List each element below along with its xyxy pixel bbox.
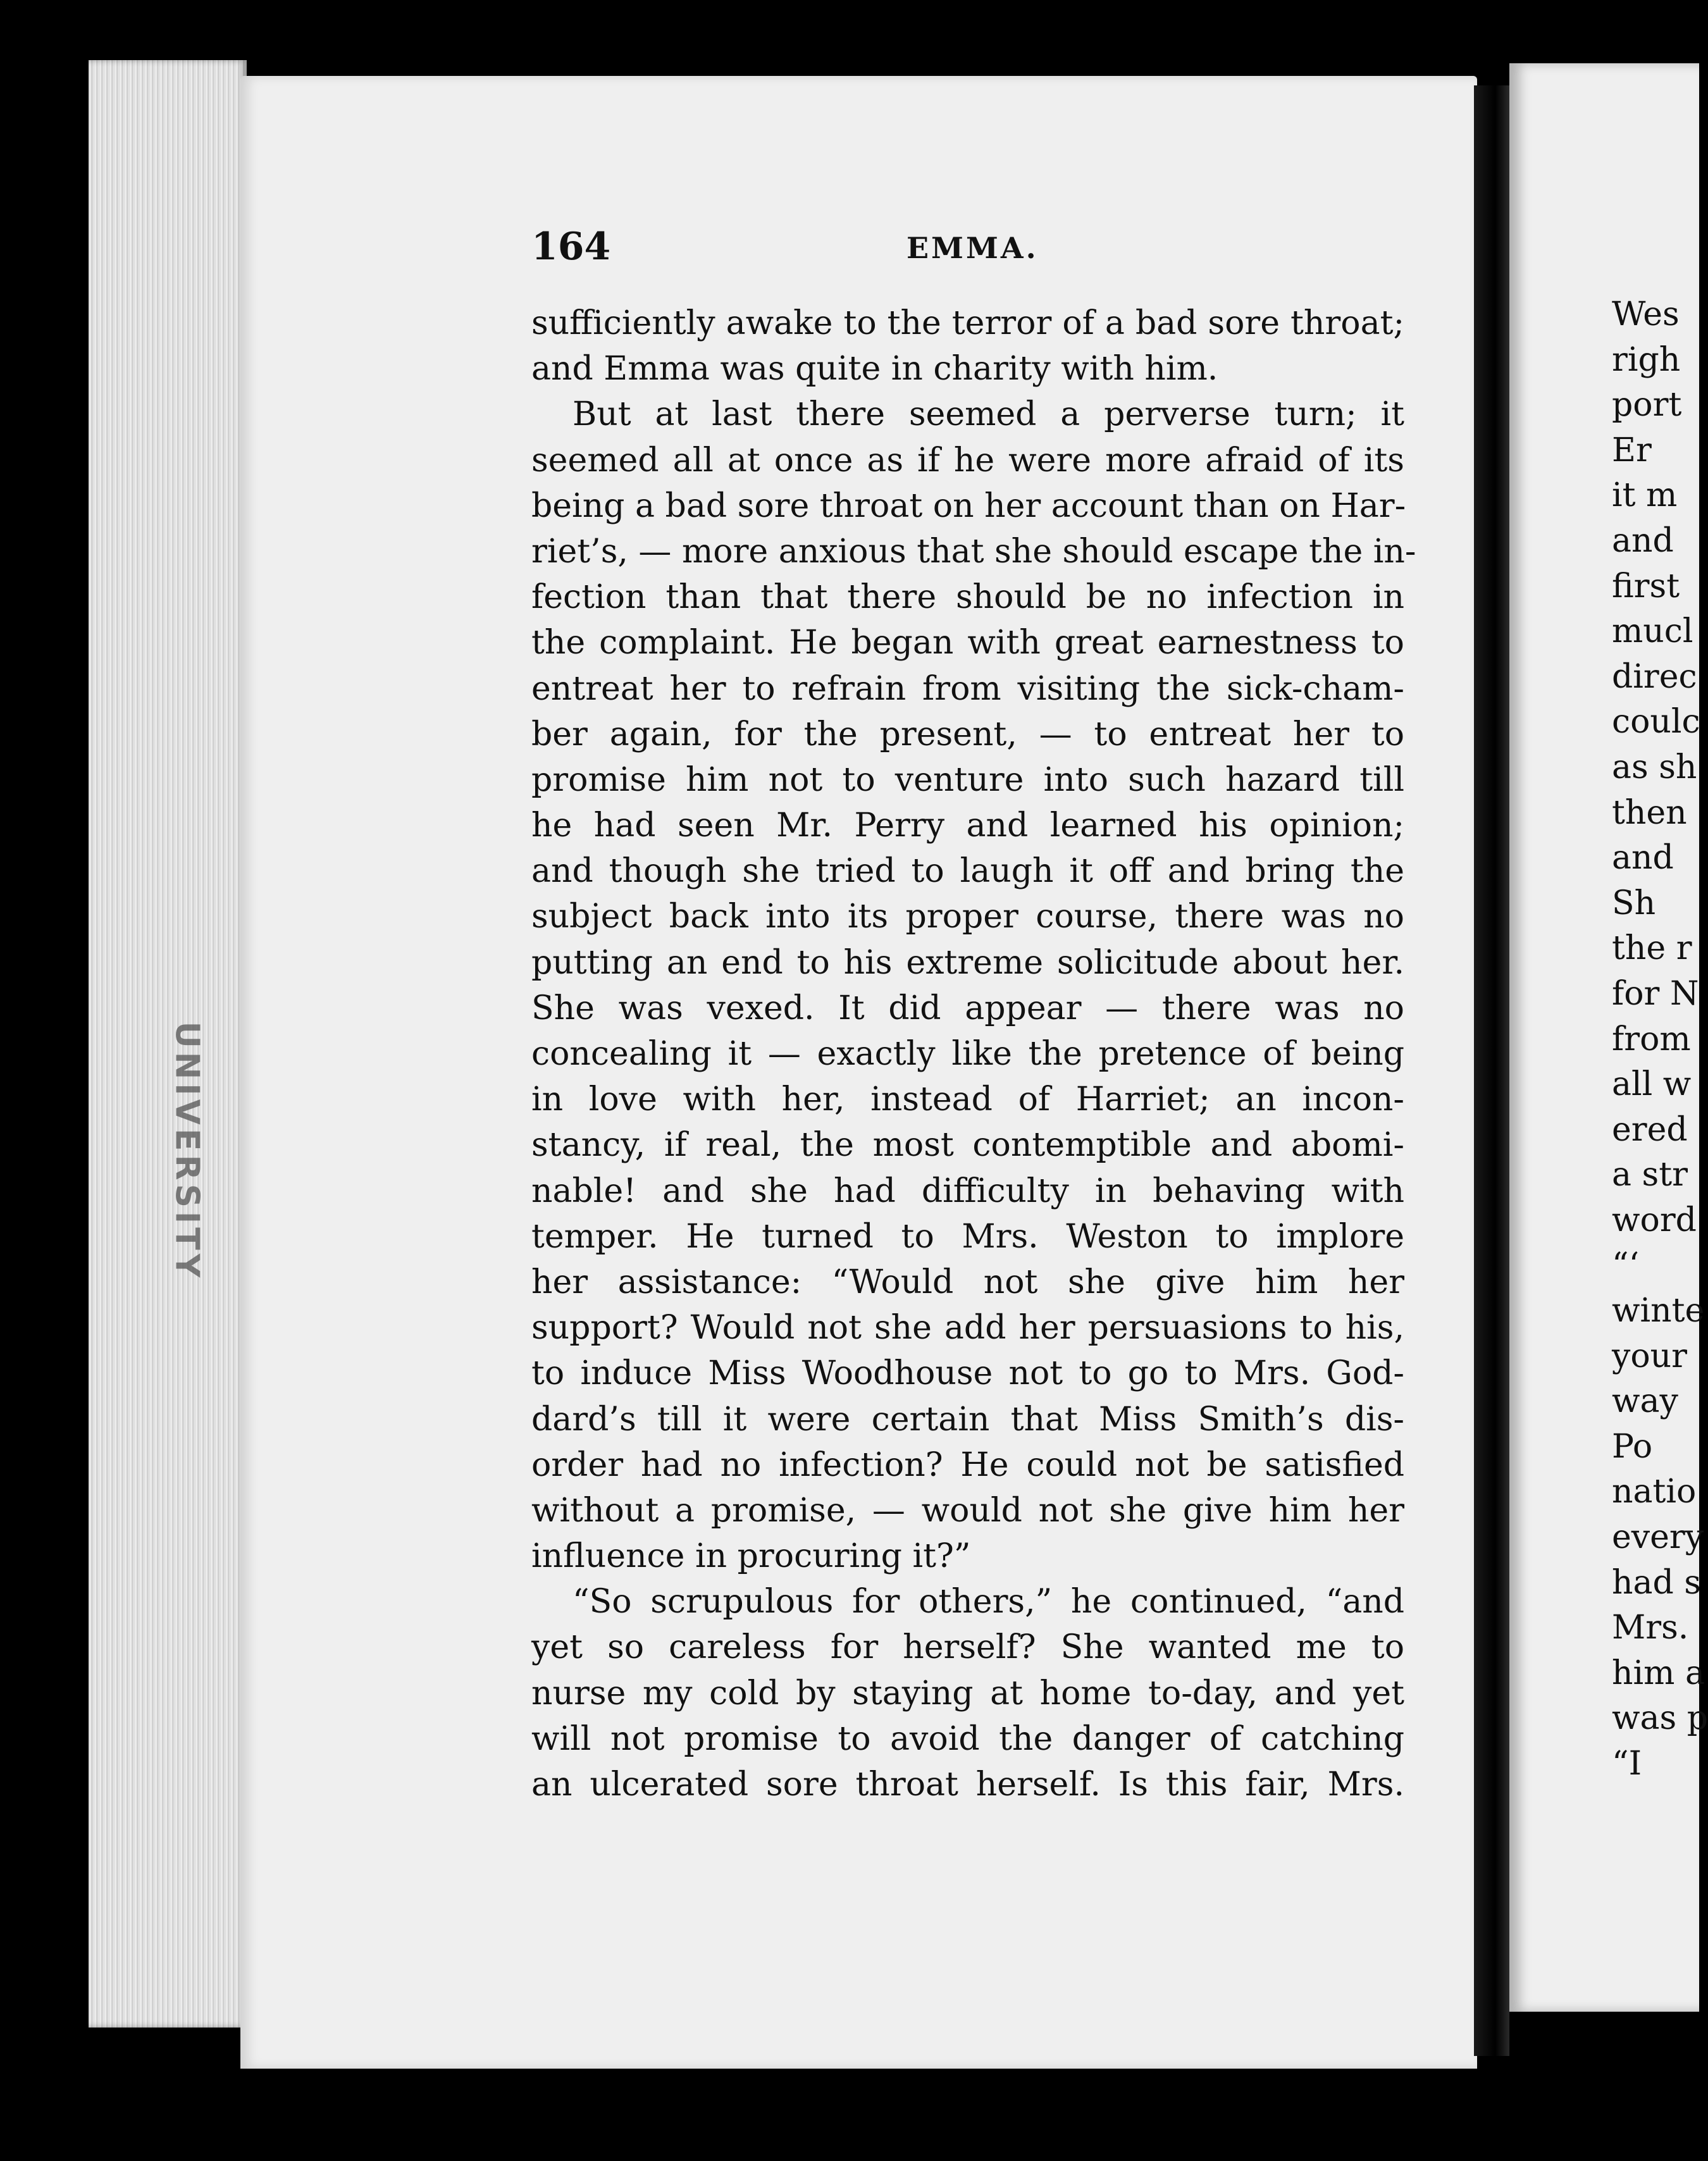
text-line: an ulcerated sore throat herself. Is this fair, Mrs. — [531, 1766, 1404, 1804]
text-line: and though she tried to laugh it off and bring the — [531, 852, 1404, 891]
text-line: But at last there seemed a perverse turn; it — [572, 395, 1404, 434]
text-line: being a bad sore throat on her account than on Har- — [531, 486, 1406, 525]
facing-text-line: then — [1612, 793, 1687, 832]
facing-text-line: Sh — [1612, 884, 1656, 922]
text-line: stancy, if real, the most contemptible and abomi- — [531, 1126, 1404, 1165]
facing-text-line: all w — [1612, 1065, 1692, 1104]
text-line: he had seen Mr. Perry and learned his opinion; — [531, 807, 1404, 845]
facing-text-line: a str — [1612, 1156, 1688, 1194]
facing-text-line: was p — [1612, 1699, 1708, 1738]
facing-text-line: him a — [1612, 1654, 1705, 1692]
facing-text-line: “I — [1612, 1745, 1642, 1783]
text-line: influence in procuring it?” — [531, 1537, 971, 1576]
facing-text-line: “‘ — [1612, 1246, 1640, 1285]
running-title: EMMA. — [907, 231, 1039, 265]
running-head — [531, 225, 1037, 269]
facing-page-text — [1612, 292, 1708, 1787]
text-line: seemed all at once as if he were more afraid of its — [531, 441, 1404, 480]
facing-text-line: Wes — [1612, 295, 1680, 333]
facing-text-line: Mrs. — [1612, 1609, 1689, 1647]
text-line: promise him not to venture into such hazard till — [531, 760, 1404, 799]
facing-text-line: it m — [1612, 476, 1678, 515]
text-line: and Emma was quite in charity with him. — [531, 350, 1218, 388]
text-line: yet so careless for herself? She wanted me to — [531, 1628, 1404, 1667]
text-line: sufficiently awake to the terror of a bad sore throat; — [531, 304, 1404, 342]
facing-text-line: ered — [1612, 1110, 1688, 1149]
book-gutter — [1474, 85, 1509, 2056]
text-line: the complaint. He began with great earnestness to — [531, 624, 1404, 662]
facing-text-line: righ — [1612, 340, 1681, 379]
text-line: concealing it — exactly like the pretence of being — [531, 1035, 1404, 1073]
text-line: entreat her to refrain from visiting the sick-cham- — [531, 669, 1404, 708]
facing-text-line: winte — [1612, 1292, 1705, 1330]
facing-page — [1509, 63, 1708, 2012]
text-line: in love with her, instead of Harriet; an incon- — [531, 1080, 1404, 1119]
facing-text-line: for N — [1612, 974, 1699, 1013]
facing-text-line: from — [1612, 1020, 1691, 1058]
facing-text-line: way — [1612, 1382, 1678, 1421]
facing-text-line: Er — [1612, 431, 1652, 469]
text-line: putting an end to his extreme solicitude about her. — [531, 943, 1404, 982]
facing-text-line: word — [1612, 1201, 1697, 1239]
text-line: “So scrupulous for others,” he continued, “and — [572, 1583, 1404, 1621]
page-number: 164 — [531, 225, 611, 269]
text-line: subject back into its proper course, there was no — [531, 898, 1404, 936]
facing-text-line: had s — [1612, 1563, 1701, 1602]
facing-text-line: your — [1612, 1337, 1688, 1375]
facing-text-line: mucl — [1612, 612, 1693, 651]
text-line: nable! and she had difficulty in behaving with — [531, 1172, 1404, 1210]
text-line: without a promise, — would not she give him her — [531, 1491, 1404, 1530]
text-line: support? Would not she add her persuasions to his, — [531, 1309, 1404, 1347]
facing-text-line: Po — [1612, 1427, 1653, 1466]
text-line: fection than that there should be no infection in — [531, 578, 1404, 617]
text-line: She was vexed. It did appear — there was no — [531, 989, 1404, 1027]
text-line: order had no infection? He could not be satisfied — [531, 1446, 1404, 1484]
facing-text-line: first — [1612, 567, 1680, 605]
text-line: ber again, for the present, — to entreat her to — [531, 715, 1404, 753]
library-stamp: UNIVERSITY — [168, 1021, 206, 1282]
text-line: her assistance: “Would not she give him her — [531, 1263, 1404, 1301]
text-line: temper. He turned to Mrs. Weston to implore — [531, 1217, 1404, 1256]
facing-text-line: the r — [1612, 929, 1692, 968]
facing-text-line: direc — [1612, 657, 1697, 696]
text-line: to induce Miss Woodhouse not to go to Mrs. God- — [531, 1354, 1404, 1393]
facing-text-line: and — [1612, 521, 1674, 560]
text-line: dard’s till it were certain that Miss Smith’s dis- — [531, 1400, 1404, 1439]
facing-text-line: every — [1612, 1518, 1704, 1557]
facing-text-line: natio — [1612, 1473, 1697, 1511]
text-line: riet’s, — more anxious that she should escape the in- — [531, 532, 1416, 571]
text-line: nurse my cold by staying at home to-day, and yet — [531, 1674, 1404, 1712]
facing-text-line: coulc — [1612, 703, 1700, 741]
text-line: will not promise to avoid the danger of catching — [531, 1719, 1404, 1758]
body-text — [531, 300, 1416, 1807]
facing-text-line: and — [1612, 839, 1674, 877]
facing-text-line: as sh — [1612, 748, 1697, 786]
facing-text-line: port — [1612, 386, 1682, 424]
